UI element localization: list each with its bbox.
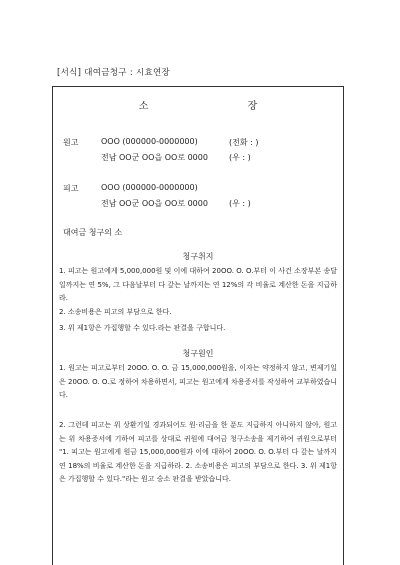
defendant-role: 피고 — [63, 184, 79, 193]
claim-heading: 청구취지 — [182, 252, 214, 261]
defendant-postal: (우 : ) — [229, 199, 251, 208]
claim-item-1: 1. 피고는 원고에게 5,000,000원 및 이에 대하여 20OO. O. O.부터 이 사건 소장부본 송달일까지는 연 5%, 그 다음날부터 다 갚는 날까지는 연 12%의 각 비율로 계산한 돈을 지급하라. — [59, 267, 337, 302]
document-frame — [52, 86, 344, 565]
defendant-address: 전남 OO군 OO읍 OO로 0000 — [101, 199, 208, 208]
cause-item-1: 1. 원고는 피고로부터 20OO. O. O. 금 15,000,000원을, 이자는 약정하지 않고, 변제기일은 20OO. O. O.로 정하여 차용하면서, 피고는 원고에게 차용증서를 작성하여 교부하였습니다. — [59, 364, 337, 399]
plaintiff-address: 전남 OO군 OO읍 OO로 0000 — [101, 153, 208, 162]
claim-item-3: 3. 위 제1항은 가집행할 수 있다.라는 판결을 구합니다. — [59, 324, 226, 332]
cause-heading: 청구원인 — [182, 349, 214, 358]
plaintiff-role: 원고 — [63, 138, 79, 147]
claim-item-2: 2. 소송비용은 피고의 부담으로 한다. — [59, 308, 172, 316]
case-name: 대여금 청구의 소 — [63, 228, 123, 237]
cause-item-2: 2. 그런데 피고는 위 상환기일 경과되어도 원·리금을 한 푼도 지급하지 아니하지 않아, 원고는 위 차용증서에 기하여 피고를 상대로 귀원에 대여금 청구소송을 제기하여 귀원으로부터 "1. 피고는 원고에게 원금 15,000,000원과 이에 대하여 20OO. O. O.부터 다 갚는 날까지 연 18%의 비율로 계산한 돈을 지급하라. 2. 소송비용은 피고의 부담으로 한다. 3. 위 제1항은 가집행할 수 있다."라는 원고 승소 판결을 받았습니다. — [59, 421, 337, 483]
plaintiff-phone: (전화 : ) — [229, 138, 259, 147]
defendant-name: OOO (000000-0000000) — [101, 183, 198, 192]
document-title: 소 장 — [138, 101, 306, 112]
plaintiff-name: OOO (000000-0000000) — [101, 137, 198, 146]
form-caption: [서식] 대여금청구 : 시효연장 — [57, 68, 171, 78]
plaintiff-postal: (우 : ) — [229, 153, 251, 162]
